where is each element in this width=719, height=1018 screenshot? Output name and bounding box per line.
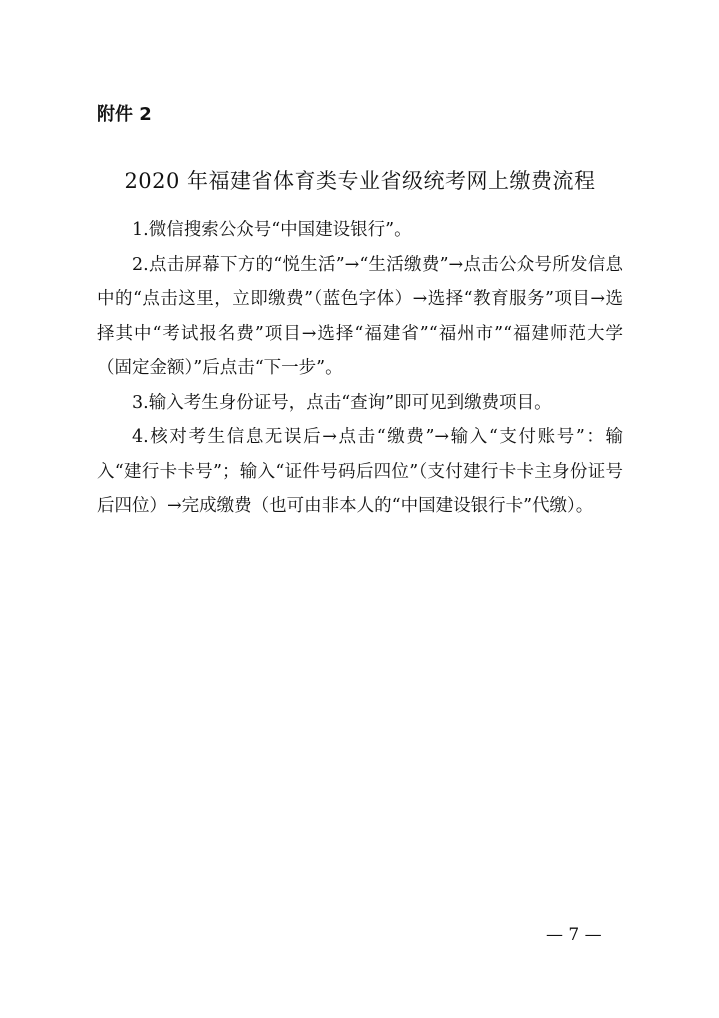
attachment-label: 附件 2 — [97, 104, 152, 125]
page-number: — 7 — — [546, 925, 602, 945]
step-3-paragraph: 3.输入考生身份证号，点击“查询”即可见到缴费项目。 — [132, 392, 552, 413]
document-body — [97, 213, 623, 524]
step-4-paragraph: 4.核对考生信息无误后→点击“缴费”→输入“支付账号”：输入“建行卡卡号”；输入“证件号码后四位”（支付建行卡卡主身份证号后四位）→完成缴费（也可由非本人的“中国建设银行卡”代缴）。 — [97, 427, 623, 516]
step-2-paragraph: 2.点击屏幕下方的“悦生活”→“生活缴费”→点击公众号所发信息中的“点击这里，立即缴费”（蓝色字体）→选择“教育服务”项目→选择其中“考试报名费”项目→选择“福建省”“福州市”“福建师范大学（固定金额）”后点击“下一步”。 — [97, 254, 623, 378]
document-title: 2020 年福建省体育类专业省级统考网上缴费流程 — [124, 169, 596, 193]
step-1-paragraph: 1.微信搜索公众号“中国建设银行”。 — [132, 220, 412, 240]
